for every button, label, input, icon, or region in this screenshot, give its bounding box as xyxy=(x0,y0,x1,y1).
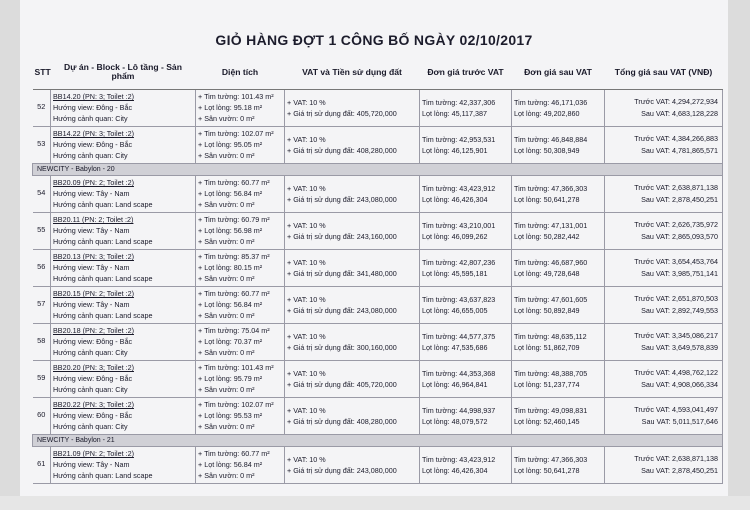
area-garden: + Sân vườn: 0 m² xyxy=(198,471,255,480)
table-header-row xyxy=(33,56,723,89)
table-row xyxy=(33,323,723,360)
price-before-cell xyxy=(420,212,512,249)
vat-cell xyxy=(285,286,420,323)
vat-rate: + VAT: 10 % xyxy=(287,454,326,464)
landscape-view: Hướng cảnh quan: Land scape xyxy=(53,274,153,283)
stt-cell: 53 xyxy=(33,126,51,163)
land-value: + Giá trị sử dụng đất: 243,080,000 xyxy=(287,194,397,204)
total-cell xyxy=(605,175,723,212)
unit-code: BB20.15 (PN: 2; Toilet :2) xyxy=(53,289,134,298)
landscape-view: Hướng cảnh quan: City xyxy=(53,385,128,394)
unit-cell xyxy=(51,286,196,323)
area-tim-tuong: + Tim tường: 60.79 m² xyxy=(198,215,270,224)
total-before-vat: Trước VAT: 2,638,871,138 xyxy=(634,182,718,192)
price-before-tim: Tim tường: 43,423,912 xyxy=(422,183,496,193)
area-cell xyxy=(196,126,285,163)
unit-code: BB14.22 (PN: 3; Toilet :2) xyxy=(53,129,134,138)
vat-cell xyxy=(285,249,420,286)
unit-cell xyxy=(51,397,196,434)
area-garden: + Sân vườn: 0 m² xyxy=(198,200,255,209)
table-row xyxy=(33,360,723,397)
total-cell xyxy=(605,212,723,249)
price-before-lot: Lọt lòng: 46,964,841 xyxy=(422,379,488,389)
area-tim-tuong: + Tim tường: 75.04 m² xyxy=(198,326,270,335)
area-lot-long: + Lọt lòng: 80.15 m² xyxy=(198,263,263,272)
unit-cell xyxy=(51,323,196,360)
area-tim-tuong: + Tim tường: 101.43 m² xyxy=(198,92,274,101)
unit-code: BB20.11 (PN: 2; Toilet :2) xyxy=(53,215,134,224)
landscape-view: Hướng cảnh quan: Land scape xyxy=(53,237,153,246)
land-value: + Giá trị sử dụng đất: 243,080,000 xyxy=(287,465,397,475)
price-after-tim: Tim tường: 48,635,112 xyxy=(514,331,587,341)
price-before-cell xyxy=(420,323,512,360)
price-before-lot: Lọt lòng: 46,426,304 xyxy=(422,194,488,204)
price-after-cell xyxy=(512,397,605,434)
total-cell xyxy=(605,360,723,397)
stt-cell: 58 xyxy=(33,323,51,360)
price-before-lot: Lọt lòng: 45,117,387 xyxy=(422,108,488,118)
table-row xyxy=(33,89,723,126)
price-after-lot: Lọt lòng: 51,237,774 xyxy=(514,379,580,389)
vat-cell xyxy=(285,360,420,397)
area-lot-long: + Lọt lòng: 95.18 m² xyxy=(198,103,263,112)
area-tim-tuong: + Tim tường: 60.77 m² xyxy=(198,178,270,187)
total-before-vat: Trước VAT: 4,294,272,934 xyxy=(634,96,718,106)
total-before-vat: Trước VAT: 4,384,266,883 xyxy=(634,133,718,143)
view-direction: Hướng view: Tây - Nam xyxy=(53,189,130,198)
price-before-lot: Lọt lòng: 45,595,181 xyxy=(422,268,488,278)
price-after-tim: Tim tường: 47,366,303 xyxy=(514,183,588,193)
landscape-view: Hướng cảnh quan: City xyxy=(53,151,128,160)
area-cell xyxy=(196,397,285,434)
unit-code: BB20.18 (PN: 2; Toilet :2) xyxy=(53,326,134,335)
view-direction: Hướng view: Tây - Nam xyxy=(53,226,130,235)
total-cell xyxy=(605,397,723,434)
area-cell xyxy=(196,360,285,397)
price-after-lot: Lọt lòng: 49,728,648 xyxy=(514,268,580,278)
price-after-cell xyxy=(512,323,605,360)
stt-cell: 61 xyxy=(33,446,51,483)
area-lot-long: + Lọt lòng: 95.53 m² xyxy=(198,411,263,420)
price-before-tim: Tim tường: 42,953,531 xyxy=(422,134,496,144)
total-cell xyxy=(605,446,723,483)
total-cell xyxy=(605,249,723,286)
price-after-cell xyxy=(512,126,605,163)
table-row xyxy=(33,126,723,163)
view-direction: Hướng view: Đông - Bắc xyxy=(53,103,133,112)
unit-code: BB20.20 (PN: 3; Toilet :2) xyxy=(53,363,134,372)
stt-cell: 57 xyxy=(33,286,51,323)
stt-cell: 54 xyxy=(33,175,51,212)
total-after-vat: Sau VAT: 2,878,450,251 xyxy=(641,194,718,204)
vat-cell xyxy=(285,175,420,212)
vat-rate: + VAT: 10 % xyxy=(287,368,326,378)
total-before-vat: Trước VAT: 2,651,870,503 xyxy=(634,293,718,303)
area-lot-long: + Lọt lòng: 56.84 m² xyxy=(198,460,263,469)
vat-rate: + VAT: 10 % xyxy=(287,134,326,144)
area-lot-long: + Lọt lòng: 56.84 m² xyxy=(198,300,263,309)
price-after-tim: Tim tường: 46,687,960 xyxy=(514,257,588,267)
price-before-cell xyxy=(420,89,512,126)
area-lot-long: + Lọt lòng: 56.84 m² xyxy=(198,189,263,198)
document-page xyxy=(20,0,728,496)
block-label: NEWCITY - Babylon - 20 xyxy=(33,163,723,175)
land-value: + Giá trị sử dụng đất: 300,160,000 xyxy=(287,342,397,352)
view-direction: Hướng view: Đông - Bắc xyxy=(53,337,133,346)
total-cell xyxy=(605,286,723,323)
stt-cell: 55 xyxy=(33,212,51,249)
price-before-lot: Lọt lòng: 46,426,304 xyxy=(422,465,488,475)
block-separator-row xyxy=(33,434,723,446)
total-after-vat: Sau VAT: 4,781,865,571 xyxy=(641,145,718,155)
price-before-cell xyxy=(420,126,512,163)
price-before-tim: Tim tường: 43,210,001 xyxy=(422,220,496,230)
area-lot-long: + Lọt lòng: 95.79 m² xyxy=(198,374,263,383)
price-before-tim: Tim tường: 44,577,375 xyxy=(422,331,496,341)
landscape-view: Hướng cảnh quan: City xyxy=(53,114,128,123)
total-before-vat: Trước VAT: 4,498,762,122 xyxy=(634,367,718,377)
price-table xyxy=(32,56,723,484)
vat-cell xyxy=(285,397,420,434)
stt-cell: 60 xyxy=(33,397,51,434)
area-garden: + Sân vườn: 0 m² xyxy=(198,151,255,160)
price-after-tim: Tim tường: 47,601,605 xyxy=(514,294,588,304)
price-before-cell xyxy=(420,360,512,397)
total-after-vat: Sau VAT: 2,892,749,553 xyxy=(641,305,718,315)
stt-cell: 56 xyxy=(33,249,51,286)
header-area: Diện tích xyxy=(196,56,285,89)
price-before-tim: Tim tường: 44,353,368 xyxy=(422,368,496,378)
total-after-vat: Sau VAT: 5,011,517,646 xyxy=(641,416,718,426)
vat-cell xyxy=(285,212,420,249)
table-row xyxy=(33,286,723,323)
unit-code: BB20.13 (PN: 3; Toilet :2) xyxy=(53,252,134,261)
unit-cell xyxy=(51,89,196,126)
view-direction: Hướng view: Đông - Bắc xyxy=(53,140,133,149)
stt-cell: 52 xyxy=(33,89,51,126)
total-after-vat: Sau VAT: 2,865,093,570 xyxy=(641,231,718,241)
unit-code: BB14.20 (PN: 3; Toilet :2) xyxy=(53,92,134,101)
area-garden: + Sân vườn: 0 m² xyxy=(198,237,255,246)
block-label: NEWCITY - Babylon - 21 xyxy=(33,434,723,446)
price-before-cell xyxy=(420,286,512,323)
vat-cell xyxy=(285,126,420,163)
price-before-tim: Tim tường: 44,998,937 xyxy=(422,405,496,415)
area-garden: + Sân vườn: 0 m² xyxy=(198,385,255,394)
price-after-lot: Lọt lòng: 50,892,849 xyxy=(514,305,580,315)
land-value: + Giá trị sử dụng đất: 408,280,000 xyxy=(287,145,397,155)
price-after-lot: Lọt lòng: 50,641,278 xyxy=(514,465,580,475)
area-tim-tuong: + Tim tường: 101.43 m² xyxy=(198,363,274,372)
price-before-lot: Lọt lòng: 46,655,005 xyxy=(422,305,488,315)
total-before-vat: Trước VAT: 3,654,453,764 xyxy=(634,256,718,266)
landscape-view: Hướng cảnh quan: Land scape xyxy=(53,311,153,320)
unit-cell xyxy=(51,249,196,286)
total-after-vat: Sau VAT: 4,683,128,228 xyxy=(641,108,718,118)
header-price-after: Đơn giá sau VAT xyxy=(512,56,605,89)
price-after-cell xyxy=(512,175,605,212)
total-before-vat: Trước VAT: 2,638,871,138 xyxy=(634,453,718,463)
land-value: + Giá trị sử dụng đất: 341,480,000 xyxy=(287,268,397,278)
header-stt: STT xyxy=(33,56,51,89)
unit-code: BB20.09 (PN: 2; Toilet :2) xyxy=(53,178,134,187)
vat-cell xyxy=(285,89,420,126)
view-direction: Hướng view: Tây - Nam xyxy=(53,263,130,272)
view-direction: Hướng view: Đông - Bắc xyxy=(53,374,133,383)
unit-code: BB21.09 (PN: 2; Toilet :2) xyxy=(53,449,134,458)
page-title: GIỎ HÀNG ĐỢT 1 CÔNG BỐ NGÀY 02/10/2017 xyxy=(215,32,533,48)
price-after-tim: Tim tường: 49,098,831 xyxy=(514,405,588,415)
view-direction: Hướng view: Tây - Nam xyxy=(53,460,130,469)
landscape-view: Hướng cảnh quan: City xyxy=(53,422,128,431)
land-value: + Giá trị sử dụng đất: 405,720,000 xyxy=(287,379,397,389)
price-after-cell xyxy=(512,360,605,397)
area-lot-long: + Lọt lòng: 95.05 m² xyxy=(198,140,263,149)
total-cell xyxy=(605,323,723,360)
area-garden: + Sân vườn: 0 m² xyxy=(198,114,255,123)
area-tim-tuong: + Tim tường: 102.07 m² xyxy=(198,400,274,409)
unit-cell xyxy=(51,446,196,483)
price-after-tim: Tim tường: 48,388,705 xyxy=(514,368,588,378)
vat-rate: + VAT: 10 % xyxy=(287,257,326,267)
price-before-lot: Lọt lòng: 47,535,686 xyxy=(422,342,488,352)
price-before-cell xyxy=(420,397,512,434)
vat-cell xyxy=(285,446,420,483)
price-before-cell xyxy=(420,446,512,483)
price-before-tim: Tim tường: 42,337,306 xyxy=(422,97,496,107)
table-row xyxy=(33,446,723,483)
area-cell xyxy=(196,175,285,212)
price-after-tim: Tim tường: 46,848,884 xyxy=(514,134,588,144)
page-bottom-margin xyxy=(0,496,750,510)
table-row xyxy=(33,397,723,434)
area-garden: + Sân vườn: 0 m² xyxy=(198,311,255,320)
view-direction: Hướng view: Đông - Bắc xyxy=(53,411,133,420)
area-cell xyxy=(196,89,285,126)
price-after-cell xyxy=(512,89,605,126)
area-tim-tuong: + Tim tường: 60.77 m² xyxy=(198,449,270,458)
block-separator-row xyxy=(33,163,723,175)
land-value: + Giá trị sử dụng đất: 408,280,000 xyxy=(287,416,397,426)
table-row xyxy=(33,249,723,286)
price-after-cell xyxy=(512,212,605,249)
area-garden: + Sân vườn: 0 m² xyxy=(198,422,255,431)
vat-rate: + VAT: 10 % xyxy=(287,183,326,193)
vat-rate: + VAT: 10 % xyxy=(287,97,326,107)
header-price-before: Đơn giá trước VAT xyxy=(420,56,512,89)
price-after-lot: Lọt lòng: 50,641,278 xyxy=(514,194,580,204)
vat-rate: + VAT: 10 % xyxy=(287,294,326,304)
price-before-cell xyxy=(420,175,512,212)
unit-cell xyxy=(51,126,196,163)
price-before-tim: Tim tường: 42,807,236 xyxy=(422,257,496,267)
table-row xyxy=(33,175,723,212)
header-project: Dự án - Block - Lô tầng - Sản phẩm xyxy=(51,56,196,89)
total-before-vat: Trước VAT: 2,626,735,972 xyxy=(634,219,718,229)
price-after-lot: Lọt lòng: 50,308,949 xyxy=(514,145,580,155)
price-after-lot: Lọt lòng: 50,282,442 xyxy=(514,231,580,241)
area-lot-long: + Lọt lòng: 70.37 m² xyxy=(198,337,263,346)
area-lot-long: + Lọt lòng: 56.98 m² xyxy=(198,226,263,235)
landscape-view: Hướng cảnh quan: Land scape xyxy=(53,471,153,480)
area-cell xyxy=(196,323,285,360)
landscape-view: Hướng cảnh quan: Land scape xyxy=(53,200,153,209)
unit-cell xyxy=(51,360,196,397)
total-after-vat: Sau VAT: 3,985,751,141 xyxy=(641,268,718,278)
price-after-tim: Tim tường: 47,366,303 xyxy=(514,454,588,464)
area-tim-tuong: + Tim tường: 102.07 m² xyxy=(198,129,274,138)
price-before-tim: Tim tường: 43,423,912 xyxy=(422,454,496,464)
unit-code: BB20.22 (PN: 3; Toilet :2) xyxy=(53,400,134,409)
vat-rate: + VAT: 10 % xyxy=(287,405,326,415)
price-after-tim: Tim tường: 46,171,036 xyxy=(514,97,588,107)
vat-cell xyxy=(285,323,420,360)
price-after-lot: Lọt lòng: 51,862,709 xyxy=(514,342,580,352)
price-after-cell xyxy=(512,249,605,286)
area-garden: + Sân vườn: 0 m² xyxy=(198,348,255,357)
table-body xyxy=(33,89,723,483)
header-total: Tổng giá sau VAT (VNĐ) xyxy=(605,56,723,89)
total-cell xyxy=(605,89,723,126)
total-before-vat: Trước VAT: 4,593,041,497 xyxy=(634,404,718,414)
header-vat: VAT và Tiền sử dụng đất xyxy=(285,56,420,89)
area-cell xyxy=(196,446,285,483)
unit-cell xyxy=(51,175,196,212)
area-cell xyxy=(196,212,285,249)
total-after-vat: Sau VAT: 2,878,450,251 xyxy=(641,465,718,475)
land-value: + Giá trị sử dụng đất: 243,080,000 xyxy=(287,305,397,315)
stt-cell: 59 xyxy=(33,360,51,397)
total-after-vat: Sau VAT: 4,908,066,334 xyxy=(641,379,718,389)
price-before-tim: Tim tường: 43,637,823 xyxy=(422,294,496,304)
land-value: + Giá trị sử dụng đất: 243,160,000 xyxy=(287,231,397,241)
unit-cell xyxy=(51,212,196,249)
area-tim-tuong: + Tim tường: 85.37 m² xyxy=(198,252,270,261)
area-tim-tuong: + Tim tường: 60.77 m² xyxy=(198,289,270,298)
area-garden: + Sân vườn: 0 m² xyxy=(198,274,255,283)
price-before-lot: Lọt lòng: 46,125,901 xyxy=(422,145,488,155)
land-value: + Giá trị sử dụng đất: 405,720,000 xyxy=(287,108,397,118)
total-after-vat: Sau VAT: 3,649,578,839 xyxy=(641,342,718,352)
area-cell xyxy=(196,249,285,286)
landscape-view: Hướng cảnh quan: City xyxy=(53,348,128,357)
price-after-lot: Lọt lòng: 52,460,145 xyxy=(514,416,580,426)
vat-rate: + VAT: 10 % xyxy=(287,220,326,230)
price-before-cell xyxy=(420,249,512,286)
price-after-tim: Tim tường: 47,131,001 xyxy=(514,220,588,230)
area-cell xyxy=(196,286,285,323)
vat-rate: + VAT: 10 % xyxy=(287,331,326,341)
price-before-lot: Lọt lòng: 46,099,262 xyxy=(422,231,488,241)
price-after-lot: Lọt lòng: 49,202,860 xyxy=(514,108,580,118)
price-before-lot: Lọt lòng: 48,079,572 xyxy=(422,416,488,426)
total-cell xyxy=(605,126,723,163)
price-after-cell xyxy=(512,286,605,323)
total-before-vat: Trước VAT: 3,345,086,217 xyxy=(634,330,718,340)
price-after-cell xyxy=(512,446,605,483)
view-direction: Hướng view: Tây - Nam xyxy=(53,300,130,309)
table-row xyxy=(33,212,723,249)
